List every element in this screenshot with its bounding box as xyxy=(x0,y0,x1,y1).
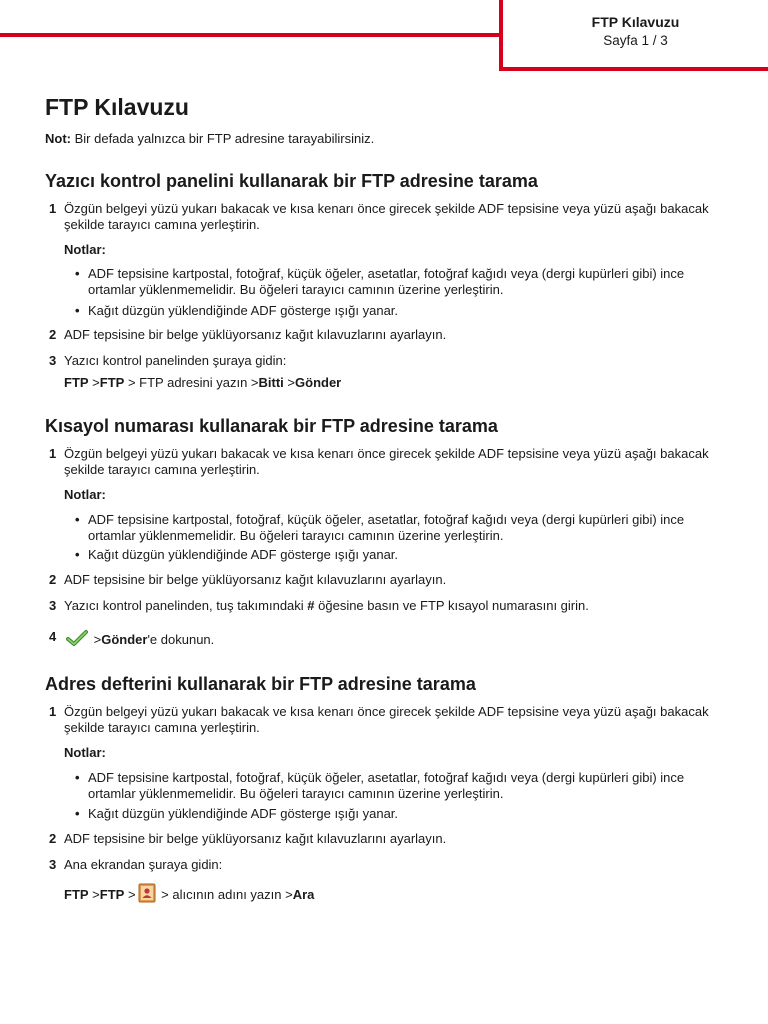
document-body xyxy=(45,92,735,903)
heading-text: Adres defterini kullanarak bir xyxy=(45,674,300,694)
step-number: 3 xyxy=(49,353,57,368)
heading-text: Kısayol numarası kullanarak bir xyxy=(45,416,322,436)
notes-list xyxy=(74,266,735,319)
list-item xyxy=(74,303,735,319)
bullet: • xyxy=(75,266,80,281)
step xyxy=(45,353,735,369)
section-heading-shortcut xyxy=(45,414,735,438)
path-sep: > xyxy=(90,632,102,647)
step xyxy=(45,831,735,847)
checkmark-icon xyxy=(66,629,88,647)
list-item-text: Kağıt düzgün yüklendiğinde ADF gösterge ışığı yanar. xyxy=(88,547,399,562)
bullet: • xyxy=(75,512,80,527)
path-part: FTP xyxy=(99,375,125,390)
path-text: > FTP adresini yazın > xyxy=(124,375,259,390)
step-text: Yazıcı kontrol panelinden, tuş takımındaki xyxy=(64,598,308,613)
note-label: Not: xyxy=(45,131,71,146)
path-part: Bitti xyxy=(258,375,284,390)
send-label: Gönder xyxy=(101,632,148,647)
step-text: ADF tepsisine bir belge yüklüyorsanız kağıt kılavuzlarını ayarlayın. xyxy=(64,327,447,342)
step xyxy=(45,857,735,873)
step xyxy=(45,629,735,648)
menu-path xyxy=(64,375,735,391)
list-item xyxy=(74,266,735,298)
heading-text: Yazıcı kontrol panelini kullanarak bir xyxy=(45,171,362,191)
list-item xyxy=(74,547,735,563)
list-item xyxy=(74,512,735,544)
heading-bold: FTP xyxy=(361,171,395,191)
running-header xyxy=(503,14,768,49)
step xyxy=(45,704,735,736)
list-item xyxy=(74,806,735,822)
list-item xyxy=(74,770,735,802)
heading-text: adresine tarama xyxy=(354,416,498,436)
notes-list xyxy=(74,512,735,563)
path-sep: > xyxy=(88,375,100,390)
document-title: FTP Kılavuzu xyxy=(45,94,189,120)
list-item-text: ADF tepsisine kartpostal, fotoğraf, küçük öğeler, asetatlar, fotoğraf kağıdı veya (dergi kupürleri gibi) ince ortamlar yüklenmemelidir. Bu öğeleri tarayıcı camının üzerine yerleştirin. xyxy=(88,770,685,801)
note-text: Bir defada yalnızca bir FTP adresine tarayabilirsiniz. xyxy=(71,131,375,146)
menu-path xyxy=(64,883,735,903)
path-part: Gönder xyxy=(295,375,342,390)
heading-text: adresine tarama xyxy=(394,171,538,191)
step-number: 1 xyxy=(49,201,57,216)
step-text: Özgün belgeyi yüzü yukarı bakacak ve kısa kenarı önce girecek şekilde ADF tepsisine veya yüzü aşağı bakacak şekilde tarayıcı camına yerleştirin. xyxy=(64,446,709,477)
step-number: 4 xyxy=(49,629,57,644)
notes-list xyxy=(74,770,735,822)
bullet: • xyxy=(75,770,80,785)
step-text: Yazıcı kontrol panelinden şuraya gidin: xyxy=(64,353,287,368)
page-number: Sayfa 1 / 3 xyxy=(603,33,668,48)
section-heading-control-panel xyxy=(45,169,735,193)
bullet: • xyxy=(75,547,80,562)
address-book-icon xyxy=(138,883,156,903)
step xyxy=(45,327,735,343)
step-number: 2 xyxy=(49,572,57,587)
step-number: 1 xyxy=(49,446,57,461)
step-text: ADF tepsisine bir belge yüklüyorsanız kağıt kılavuzlarını ayarlayın. xyxy=(64,831,447,846)
running-header-title: FTP Kılavuzu xyxy=(591,14,680,30)
step-text: 'e dokunun. xyxy=(147,632,215,647)
notes-label: Notlar: xyxy=(64,745,106,760)
bullet: • xyxy=(75,303,80,318)
bullet: • xyxy=(75,806,80,821)
step xyxy=(45,446,735,478)
heading-text: adresine tarama xyxy=(332,674,476,694)
step-text: Ana ekrandan şuraya gidin: xyxy=(64,857,223,872)
step xyxy=(45,572,735,588)
notes-label: Notlar: xyxy=(64,487,106,502)
step-number: 1 xyxy=(49,704,57,719)
step xyxy=(45,598,735,614)
list-item-text: Kağıt düzgün yüklendiğinde ADF gösterge ışığı yanar. xyxy=(88,303,399,318)
path-part: FTP xyxy=(64,375,89,390)
step-number: 2 xyxy=(49,327,57,342)
heading-bold: FTP xyxy=(321,416,355,436)
list-item-text: ADF tepsisine kartpostal, fotoğraf, küçük öğeler, asetatlar, fotoğraf kağıdı veya (dergi kupürleri gibi) ince ortamlar yüklenmemelidir. Bu öğeleri tarayıcı camının üzerine yerleştirin. xyxy=(88,512,685,543)
step xyxy=(45,201,735,233)
path-part: Ara xyxy=(292,887,315,902)
path-part: FTP xyxy=(99,887,125,902)
intro-note xyxy=(45,131,735,147)
hash-key-label: # xyxy=(307,598,315,613)
path-sep: > xyxy=(283,375,296,390)
section-heading-address-book xyxy=(45,672,735,696)
step-text: öğesine basın ve FTP kısayol numarasını girin. xyxy=(314,598,589,613)
path-sep: > xyxy=(88,887,100,902)
header-rule xyxy=(0,33,502,37)
path-text: > alıcının adını yazın > xyxy=(157,887,293,902)
step-number: 3 xyxy=(49,598,57,613)
path-sep: > xyxy=(124,887,136,902)
heading-bold: FTP xyxy=(299,674,333,694)
step-number: 2 xyxy=(49,831,57,846)
list-item-text: ADF tepsisine kartpostal, fotoğraf, küçük öğeler, asetatlar, fotoğraf kağıdı veya (dergi kupürleri gibi) ince ortamlar yüklenmemelidir. Bu öğeleri tarayıcı camının üzerine yerleştirin. xyxy=(88,266,685,297)
step-text: Özgün belgeyi yüzü yukarı bakacak ve kısa kenarı önce girecek şekilde ADF tepsisine veya yüzü aşağı bakacak şekilde tarayıcı camına yerleştirin. xyxy=(64,704,709,735)
step-text: ADF tepsisine bir belge yüklüyorsanız kağıt kılavuzlarını ayarlayın. xyxy=(64,572,447,587)
step-text: Özgün belgeyi yüzü yukarı bakacak ve kısa kenarı önce girecek şekilde ADF tepsisine veya yüzü aşağı bakacak şekilde tarayıcı camına yerleştirin. xyxy=(64,201,709,232)
list-item-text: Kağıt düzgün yüklendiğinde ADF gösterge ışığı yanar. xyxy=(88,806,399,821)
notes-label: Notlar: xyxy=(64,242,106,257)
step-number: 3 xyxy=(49,857,57,872)
path-part: FTP xyxy=(64,887,89,902)
